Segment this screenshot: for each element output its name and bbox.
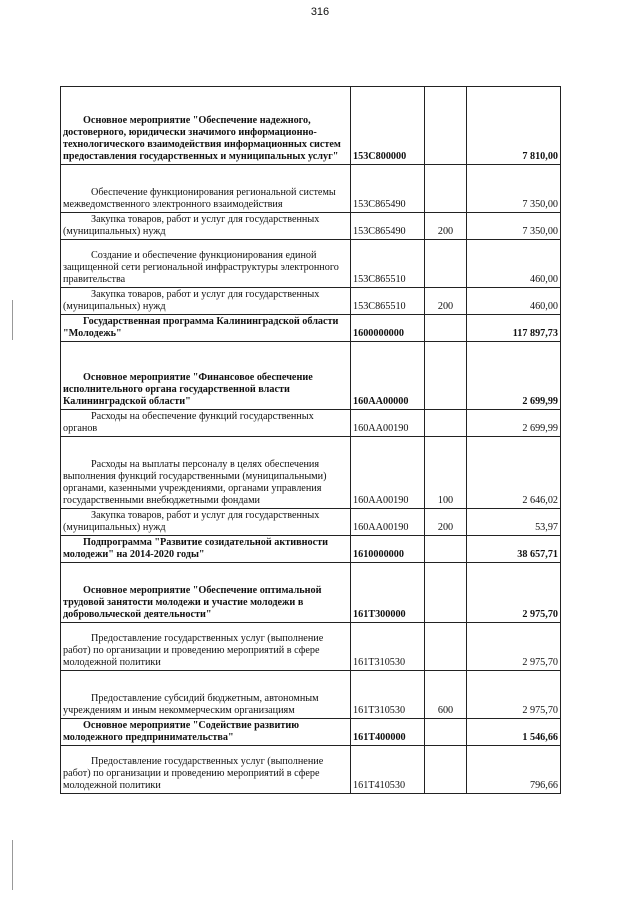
row-amount-cell: 2 975,70 xyxy=(467,623,561,671)
row-amount-cell: 796,66 xyxy=(467,746,561,794)
row-name-cell: Закупка товаров, работ и услуг для государственных (муниципальных) нужд xyxy=(61,288,351,315)
row-code-cell: 153С865490 xyxy=(351,213,425,240)
row-amount-cell: 2 699,99 xyxy=(467,410,561,437)
row-name-cell: Обеспечение функционирования региональной системы межведомственного электронного взаимодействия xyxy=(61,165,351,213)
row-code-cell: 153С865490 xyxy=(351,165,425,213)
budget-table-body xyxy=(61,87,561,794)
row-name-cell: Основное мероприятие "Обеспечение надежного, достоверного, юридически значимого информационно-технологического взаимодействия информационных систем предоставления государственных и муниципальных услуг" xyxy=(61,87,351,165)
row-code-cell: 153С800000 xyxy=(351,87,425,165)
row-code-cell: 1610000000 xyxy=(351,536,425,563)
table-row xyxy=(61,315,561,342)
row-vr-cell xyxy=(425,315,467,342)
row-vr-cell: 200 xyxy=(425,288,467,315)
row-vr-cell xyxy=(425,746,467,794)
scan-artifact-line xyxy=(12,300,13,340)
table-row xyxy=(61,509,561,536)
row-amount-cell: 53,97 xyxy=(467,509,561,536)
row-vr-cell xyxy=(425,623,467,671)
row-name-cell: Основное мероприятие "Содействие развитию молодежного предпринимательства" xyxy=(61,719,351,746)
row-name-cell: Основное мероприятие "Финансовое обеспечение исполнительного органа государственной власти Калининградской области" xyxy=(61,342,351,410)
row-name-cell: Предоставление субсидий бюджетным, автономным учреждениям и иным некоммерческим организациям xyxy=(61,671,351,719)
row-amount-cell: 460,00 xyxy=(467,288,561,315)
row-name-cell: Закупка товаров, работ и услуг для государственных (муниципальных) нужд xyxy=(61,509,351,536)
row-vr-cell: 200 xyxy=(425,509,467,536)
table-row xyxy=(61,437,561,509)
row-amount-cell: 2 646,02 xyxy=(467,437,561,509)
row-name-cell: Расходы на обеспечение функций государственных органов xyxy=(61,410,351,437)
scan-artifact-line xyxy=(12,840,13,890)
table-row xyxy=(61,213,561,240)
table-row xyxy=(61,87,561,165)
row-name-cell: Расходы на выплаты персоналу в целях обеспечения выполнения функций государственными (муниципальными) органами, казенными учреждениями, органами управления государственными внебюджетными фондами xyxy=(61,437,351,509)
row-vr-cell: 100 xyxy=(425,437,467,509)
row-amount-cell: 2 975,70 xyxy=(467,563,561,623)
page-number: 316 xyxy=(310,6,330,18)
budget-table xyxy=(60,86,561,794)
row-vr-cell xyxy=(425,410,467,437)
table-row xyxy=(61,623,561,671)
row-vr-cell xyxy=(425,563,467,623)
table-row xyxy=(61,719,561,746)
row-amount-cell: 460,00 xyxy=(467,240,561,288)
row-name-cell: Основное мероприятие "Обеспечение оптимальной трудовой занятости молодежи и участие молодежи в добровольческой деятельности" xyxy=(61,563,351,623)
row-code-cell: 153С865510 xyxy=(351,288,425,315)
row-name-cell: Государственная программа Калининградской области "Молодежь" xyxy=(61,315,351,342)
row-amount-cell: 1 546,66 xyxy=(467,719,561,746)
row-amount-cell: 2 699,99 xyxy=(467,342,561,410)
row-code-cell: 160АА00190 xyxy=(351,509,425,536)
row-amount-cell: 7 350,00 xyxy=(467,165,561,213)
row-name-cell: Подпрограмма "Развитие созидательной активности молодежи" на 2014-2020 годы" xyxy=(61,536,351,563)
row-amount-cell: 38 657,71 xyxy=(467,536,561,563)
row-code-cell: 160АА00190 xyxy=(351,410,425,437)
table-row xyxy=(61,342,561,410)
row-name-cell: Предоставление государственных услуг (выполнение работ) по организации и проведению мероприятий в сфере молодежной политики xyxy=(61,623,351,671)
table-row xyxy=(61,410,561,437)
row-amount-cell: 2 975,70 xyxy=(467,671,561,719)
row-code-cell: 161Т400000 xyxy=(351,719,425,746)
table-row xyxy=(61,671,561,719)
table-row xyxy=(61,165,561,213)
row-vr-cell xyxy=(425,165,467,213)
row-name-cell: Создание и обеспечение функционирования единой защищенной сети региональной инфраструктуры электронного правительства xyxy=(61,240,351,288)
row-amount-cell: 7 810,00 xyxy=(467,87,561,165)
table-row xyxy=(61,536,561,563)
row-vr-cell xyxy=(425,342,467,410)
table-row xyxy=(61,746,561,794)
row-name-cell: Предоставление государственных услуг (выполнение работ) по организации и проведению мероприятий в сфере молодежной политики xyxy=(61,746,351,794)
row-code-cell: 160АА00000 xyxy=(351,342,425,410)
row-vr-cell xyxy=(425,536,467,563)
table-row xyxy=(61,288,561,315)
row-vr-cell: 600 xyxy=(425,671,467,719)
row-vr-cell xyxy=(425,240,467,288)
row-vr-cell: 200 xyxy=(425,213,467,240)
row-vr-cell xyxy=(425,87,467,165)
row-vr-cell xyxy=(425,719,467,746)
row-code-cell: 160АА00190 xyxy=(351,437,425,509)
row-code-cell: 1600000000 xyxy=(351,315,425,342)
row-code-cell: 153С865510 xyxy=(351,240,425,288)
row-amount-cell: 7 350,00 xyxy=(467,213,561,240)
row-code-cell: 161Т310530 xyxy=(351,671,425,719)
row-code-cell: 161Т310530 xyxy=(351,623,425,671)
table-row xyxy=(61,563,561,623)
row-name-cell: Закупка товаров, работ и услуг для государственных (муниципальных) нужд xyxy=(61,213,351,240)
row-code-cell: 161Т300000 xyxy=(351,563,425,623)
table-row xyxy=(61,240,561,288)
row-amount-cell: 117 897,73 xyxy=(467,315,561,342)
row-code-cell: 161Т410530 xyxy=(351,746,425,794)
